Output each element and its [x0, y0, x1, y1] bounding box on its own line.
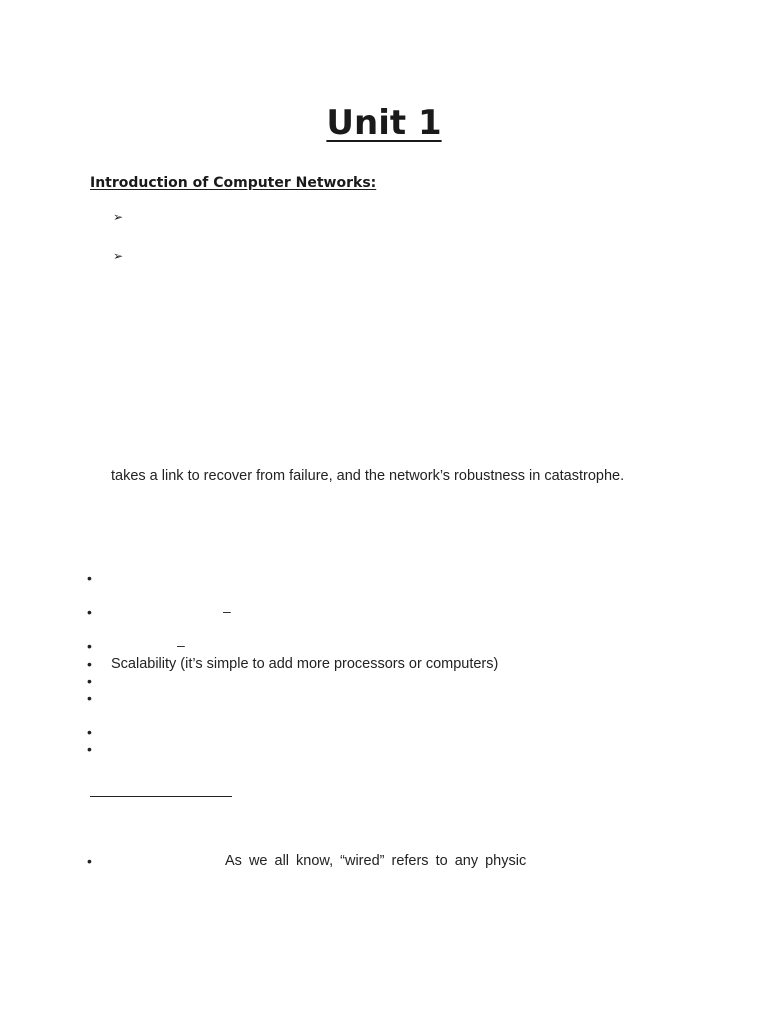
- arrow-bullet-icon: ➢: [113, 210, 124, 224]
- bullet-icon: •: [87, 741, 92, 757]
- bullet-icon: •: [87, 570, 92, 586]
- page-title-text: Unit 1: [326, 103, 442, 143]
- heading-underline-rule: [90, 796, 232, 797]
- bullet-text-scalability: Scalability (it’s simple to add more processors or computers): [111, 656, 499, 672]
- bullet-icon: •: [87, 690, 92, 706]
- page-title: [0, 96, 768, 150]
- bullet-icon: •: [87, 656, 92, 672]
- section-heading: Introduction of Computer Networks:: [90, 175, 377, 191]
- bullet-icon: •: [87, 638, 92, 654]
- bullet-icon: •: [87, 604, 92, 620]
- bullet-icon: •: [87, 724, 92, 740]
- dash-mark: –: [177, 637, 185, 653]
- paragraph-text: takes a link to recover from failure, and the network’s robustness in catastrophe.: [111, 468, 625, 484]
- arrow-bullet-icon: ➢: [113, 249, 124, 263]
- bullet-icon: •: [87, 853, 92, 869]
- wired-bullet-text: As we all know, “wired” refers to any physic: [225, 853, 527, 869]
- bullet-icon: •: [87, 673, 92, 689]
- dash-mark: –: [223, 603, 231, 619]
